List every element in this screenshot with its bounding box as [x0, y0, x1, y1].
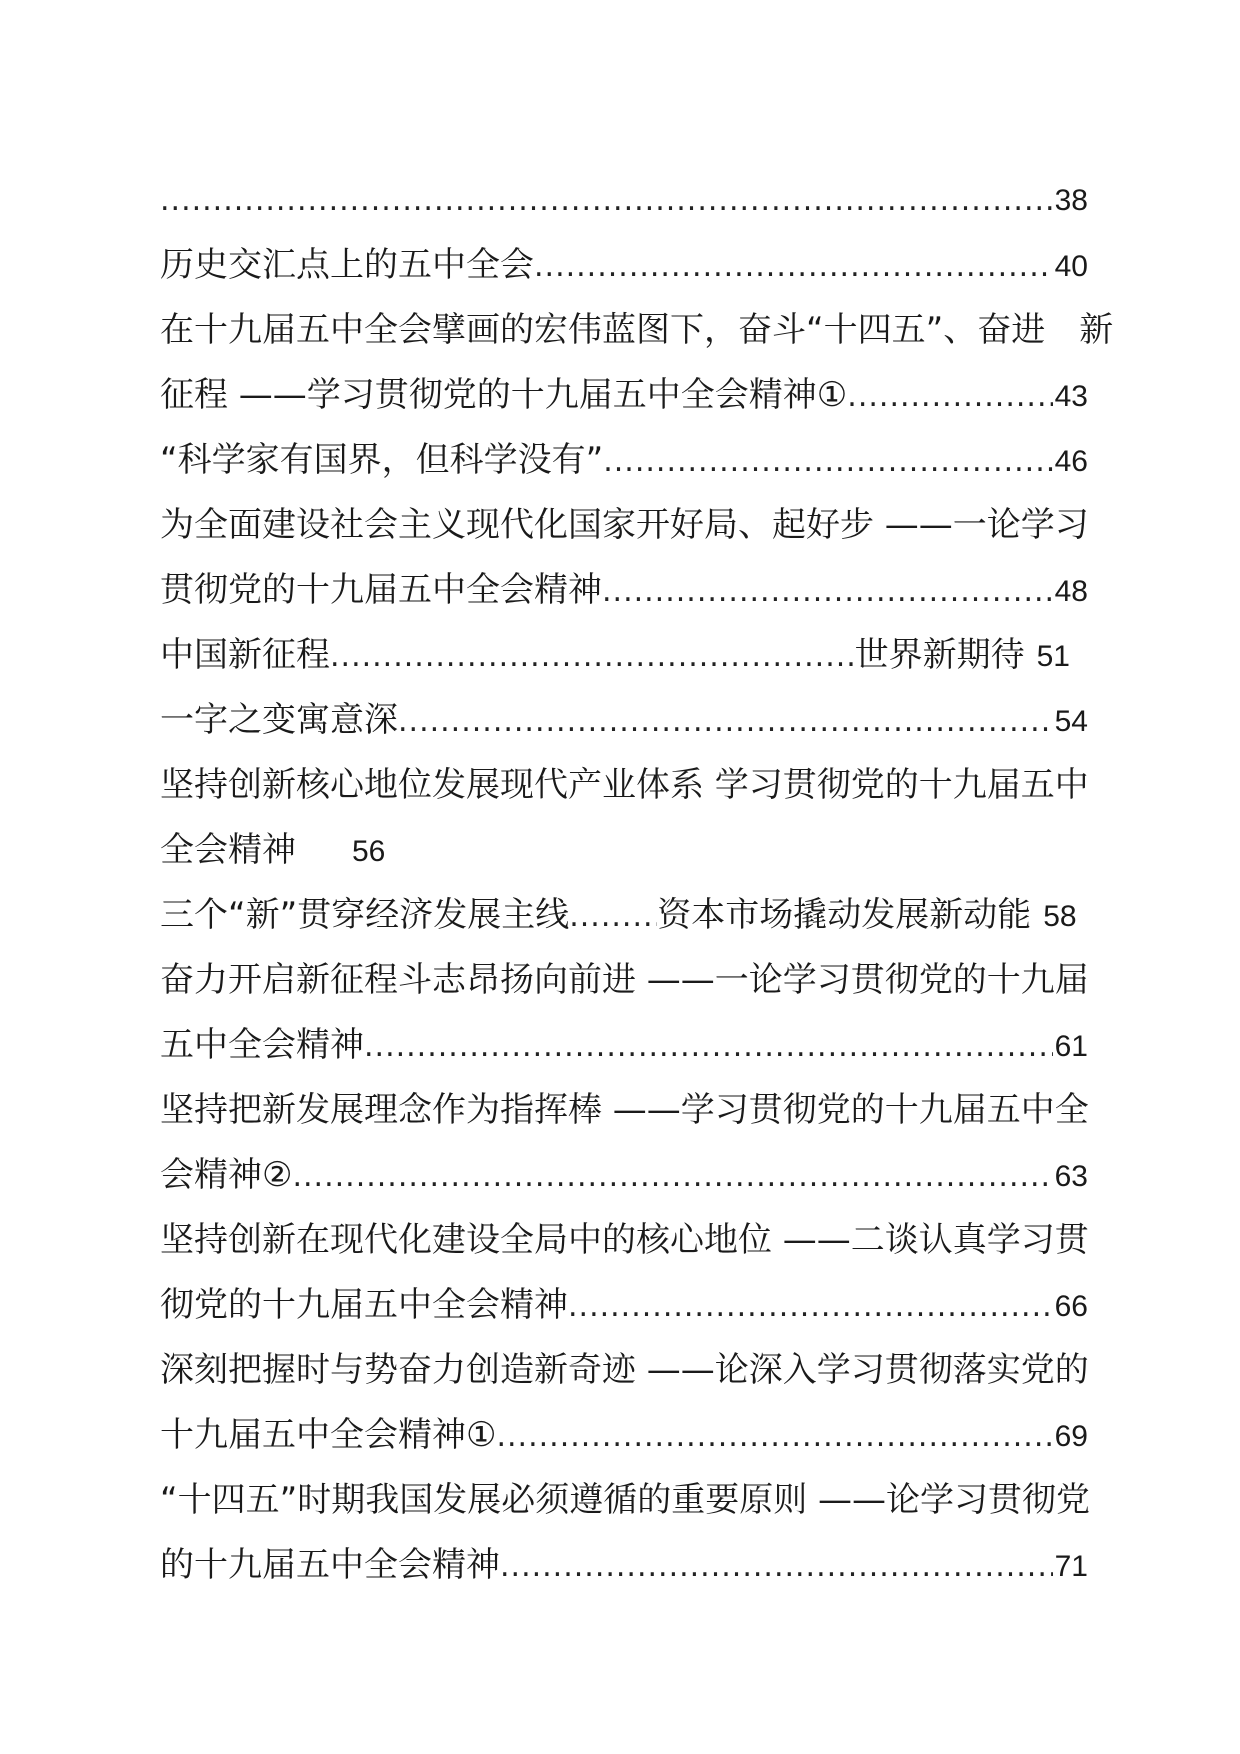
dot-leader — [603, 429, 1052, 494]
toc-entry[interactable] — [160, 1208, 1088, 1273]
toc-entry-continuation[interactable] — [160, 558, 1088, 623]
toc-entry[interactable] — [160, 1468, 1091, 1533]
toc-entry-title: 三个“新”贯穿经济发展主线 — [160, 895, 570, 935]
dot-leader — [569, 884, 657, 949]
toc-entry-continuation[interactable] — [160, 363, 1088, 428]
dot-leader — [364, 1014, 1053, 1079]
toc-page-number: 48 — [1054, 575, 1088, 608]
dot-leader — [500, 1534, 1053, 1599]
toc-entry-title: 一字之变寓意深 — [160, 700, 398, 740]
dot-leader — [330, 624, 855, 689]
toc-entry-title: 中国新征程 — [160, 635, 330, 675]
toc-entry-title: 五中全会精神 — [160, 1025, 364, 1065]
toc-entry-title: 坚持创新在现代化建设全局中的核心地位 ——二谈认真学习贯 — [160, 1220, 1089, 1260]
toc-entry[interactable] — [160, 753, 1088, 818]
toc-entry[interactable] — [160, 428, 1088, 493]
toc-entry-title: 深刻把握时与势奋力创造新奇迹 ——论深入学习贯彻落实党的 — [160, 1350, 1089, 1390]
toc-entry-title: 奋力开启新征程斗志昂扬向前进 ——一论学习贯彻党的十九届 — [160, 960, 1089, 1000]
dot-leader — [398, 689, 1053, 754]
toc-entry-subtitle: 世界新期待 — [854, 635, 1025, 675]
toc-entry[interactable] — [160, 298, 1114, 363]
toc-entry-continuation[interactable] — [160, 1273, 1088, 1338]
toc-entry-title: 坚持创新核心地位发展现代产业体系 学习贯彻党的十九届五中 — [160, 765, 1089, 805]
toc-continuation[interactable] — [160, 168, 1088, 233]
dot-leader — [160, 168, 1053, 233]
toc-entry[interactable] — [160, 623, 1088, 688]
toc-entry-title: 征程 ——学习贯彻党的十九届五中全会精神① — [160, 375, 848, 415]
toc-page-number: 63 — [1054, 1160, 1088, 1193]
toc-entry-subtitle: 资本市场撬动发展新动能 — [657, 895, 1032, 935]
toc-page-number: 46 — [1054, 445, 1088, 478]
toc-entry-title: 坚持把新发展理念作为指挥棒 ——学习贯彻党的十九届五中全 — [160, 1090, 1089, 1130]
dot-leader — [496, 1404, 1052, 1469]
toc-entry-title: 彻党的十九届五中全会精神 — [160, 1285, 568, 1325]
toc-entry[interactable] — [160, 688, 1088, 753]
toc-entry-continuation[interactable] — [160, 1403, 1088, 1468]
toc-page-number: 69 — [1054, 1420, 1088, 1453]
toc-entry[interactable] — [160, 883, 1088, 948]
toc-page-number: 38 — [1054, 184, 1088, 217]
dot-leader — [534, 234, 1053, 299]
toc-entry-continuation[interactable] — [160, 1013, 1088, 1078]
toc-entry[interactable] — [160, 948, 1088, 1013]
toc-entry-title: 十九届五中全会精神① — [160, 1415, 497, 1455]
toc-page-number: 43 — [1054, 380, 1088, 413]
toc-entry-continuation[interactable] — [160, 1533, 1088, 1598]
table-of-contents — [160, 168, 1114, 1598]
toc-page-number: 51 — [1036, 640, 1070, 673]
toc-entry-continuation[interactable] — [160, 818, 1088, 883]
toc-page-number: 66 — [1054, 1290, 1088, 1323]
toc-entry-title: 在十九届五中全会擘画的宏伟蓝图下，奋斗“十四五”、奋进 新 — [160, 310, 1114, 350]
toc-entry-title: 为全面建设社会主义现代化国家开好局、起好步 ——一论学习 — [160, 505, 1089, 545]
toc-entry-title: “十四五”时期我国发展必须遵循的重要原则 ——论学习贯彻党 — [160, 1480, 1091, 1520]
dot-leader — [568, 1274, 1053, 1339]
toc-entry-title: 贯彻党的十九届五中全会精神 — [160, 570, 602, 610]
dot-leader — [602, 559, 1053, 624]
toc-page-number: 40 — [1054, 250, 1088, 283]
toc-page-number: 54 — [1054, 705, 1088, 738]
toc-entry-title: 全会精神 — [160, 830, 296, 870]
toc-entry[interactable] — [160, 1338, 1088, 1403]
toc-entry-title: 历史交汇点上的五中全会 — [160, 245, 534, 285]
toc-entry[interactable] — [160, 233, 1088, 298]
toc-entry-title: 的十九届五中全会精神 — [160, 1545, 500, 1585]
toc-entry-title: 会精神② — [160, 1155, 293, 1195]
toc-entry-title: “科学家有国界，但科学没有” — [160, 440, 604, 480]
toc-entry[interactable] — [160, 493, 1088, 558]
toc-entry[interactable] — [160, 1078, 1088, 1143]
dot-leader — [847, 364, 1052, 429]
dot-leader — [292, 1144, 1052, 1209]
toc-page-number: 71 — [1054, 1550, 1088, 1583]
toc-entry-continuation[interactable] — [160, 1143, 1088, 1208]
toc-page-number: 56 — [352, 835, 386, 868]
toc-page-number: 58 — [1043, 900, 1077, 933]
toc-page-number: 61 — [1054, 1030, 1088, 1063]
